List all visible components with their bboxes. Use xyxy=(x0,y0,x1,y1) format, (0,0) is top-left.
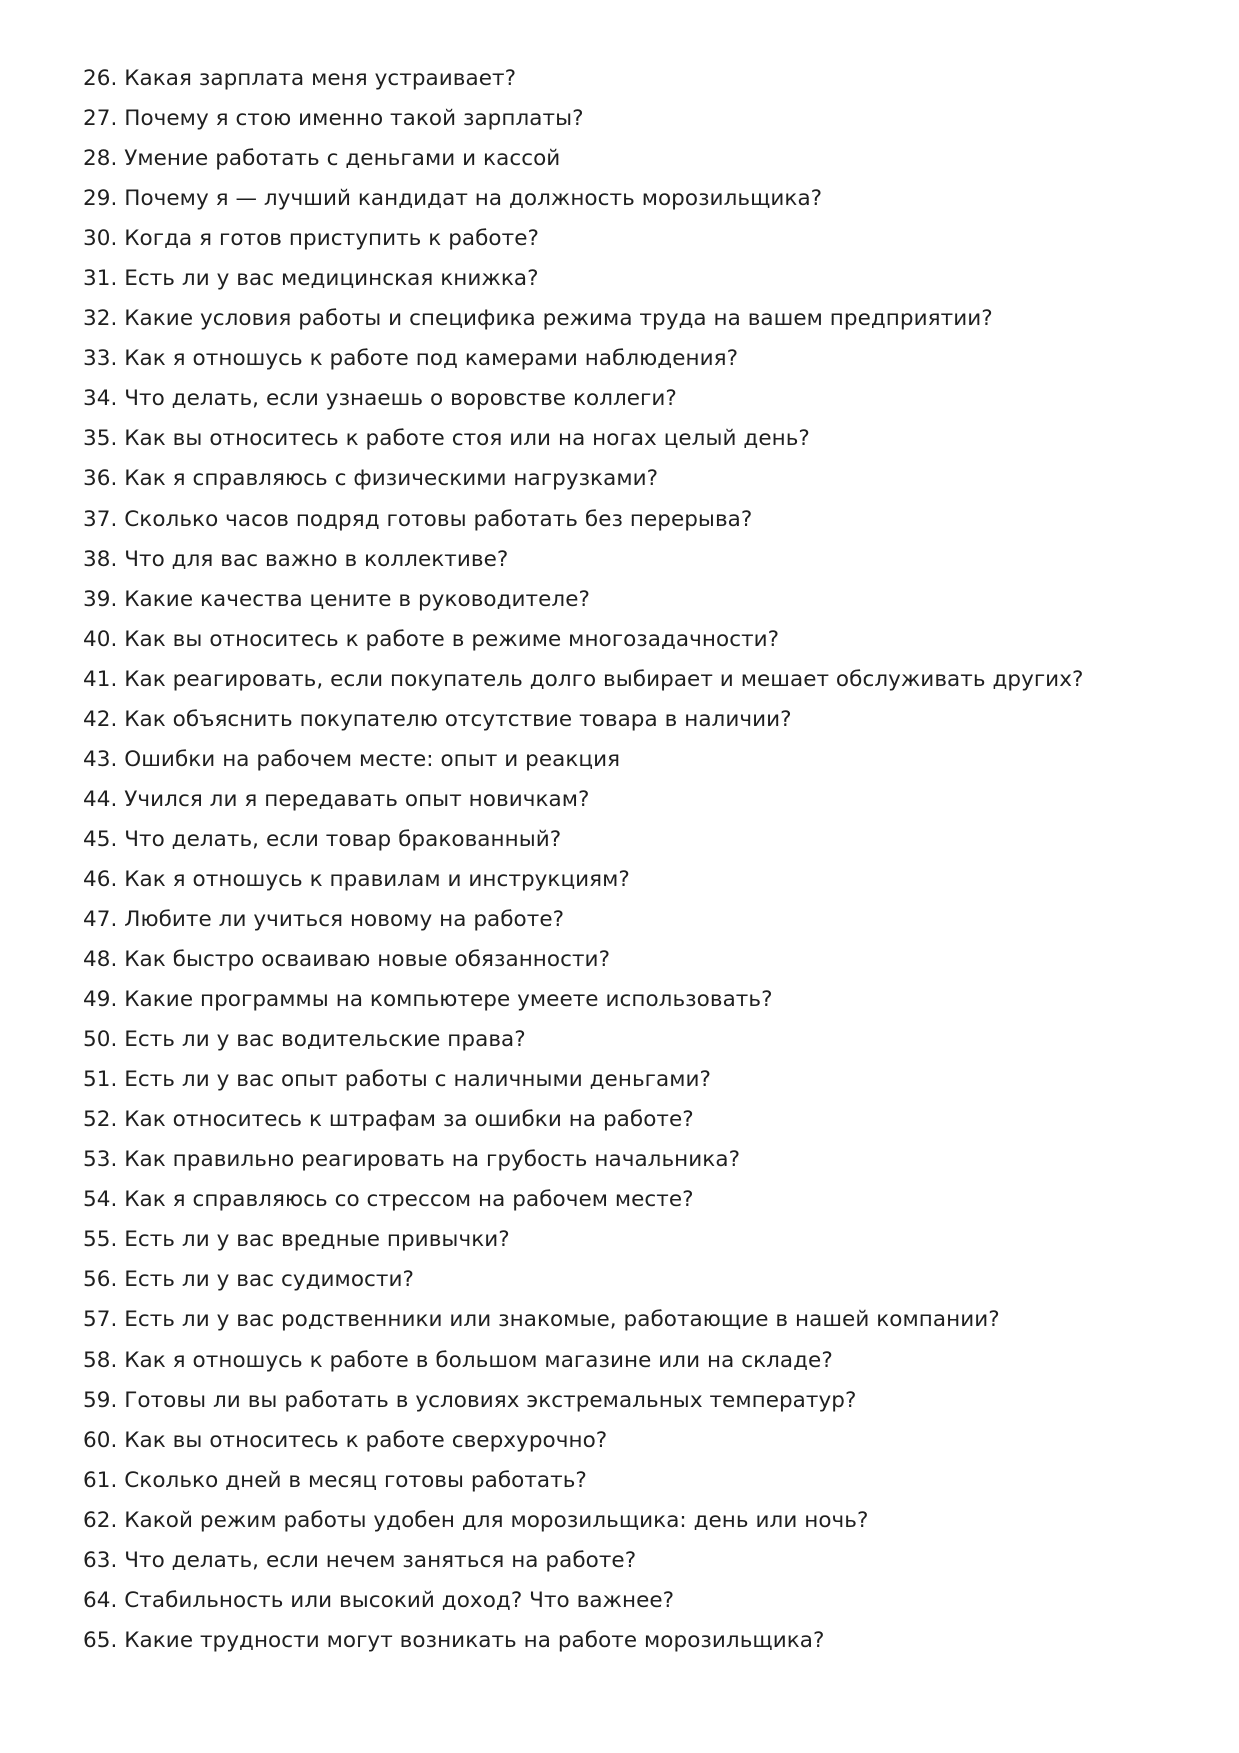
question-item: 36. Как я справляюсь с физическими нагрузками? xyxy=(83,466,659,492)
question-item: 28. Умение работать с деньгами и кассой xyxy=(83,146,561,172)
question-item: 50. Есть ли у вас водительские права? xyxy=(83,1027,526,1053)
question-item: 30. Когда я готов приступить к работе? xyxy=(83,226,539,252)
question-item: 29. Почему я — лучший кандидат на должность морозильщика? xyxy=(83,186,823,212)
question-item: 41. Как реагировать, если покупатель долго выбирает и мешает обслуживать других? xyxy=(83,666,1084,692)
question-item: 49. Какие программы на компьютере умеете использовать? xyxy=(83,987,773,1013)
question-item: 46. Как я отношусь к правилам и инструкциям? xyxy=(83,866,630,892)
question-item: 33. Как я отношусь к работе под камерами наблюдения? xyxy=(83,346,739,372)
question-item: 32. Какие условия работы и специфика режима труда на вашем предприятии? xyxy=(83,306,993,332)
question-item: 65. Какие трудности могут возникать на работе морозильщика? xyxy=(83,1627,825,1653)
question-list xyxy=(83,59,1183,1661)
question-item: 38. Что для вас важно в коллективе? xyxy=(83,546,509,572)
question-item: 27. Почему я стою именно такой зарплаты? xyxy=(83,106,584,132)
question-item: 40. Как вы относитесь к работе в режиме многозадачности? xyxy=(83,626,780,652)
question-item: 62. Какой режим работы удобен для морозильщика: день или ночь? xyxy=(83,1507,869,1533)
question-item: 39. Какие качества цените в руководителе? xyxy=(83,586,590,612)
question-item: 34. Что делать, если узнаешь о воровстве коллеги? xyxy=(83,386,677,412)
question-item: 57. Есть ли у вас родственники или знакомые, работающие в нашей компании? xyxy=(83,1307,1000,1333)
question-item: 43. Ошибки на рабочем месте: опыт и реакция xyxy=(83,746,621,772)
question-item: 61. Сколько дней в месяц готовы работать? xyxy=(83,1467,587,1493)
question-item: 45. Что делать, если товар бракованный? xyxy=(83,826,562,852)
question-item: 63. Что делать, если нечем заняться на работе? xyxy=(83,1547,637,1573)
question-item: 37. Сколько часов подряд готовы работать без перерыва? xyxy=(83,506,753,532)
question-item: 56. Есть ли у вас судимости? xyxy=(83,1267,414,1293)
question-item: 48. Как быстро осваиваю новые обязанности? xyxy=(83,947,611,973)
question-item: 59. Готовы ли вы работать в условиях экстремальных температур? xyxy=(83,1387,857,1413)
question-item: 53. Как правильно реагировать на грубость начальника? xyxy=(83,1147,741,1173)
question-item: 26. Какая зарплата меня устраивает? xyxy=(83,66,517,91)
question-item: 31. Есть ли у вас медицинская книжка? xyxy=(83,266,539,292)
question-item: 52. Как относитесь к штрафам за ошибки на работе? xyxy=(83,1107,694,1133)
question-item: 47. Любите ли учиться новому на работе? xyxy=(83,906,565,932)
question-item: 42. Как объяснить покупателю отсутствие товара в наличии? xyxy=(83,706,792,732)
question-item: 44. Учился ли я передавать опыт новичкам? xyxy=(83,786,590,812)
question-item: 58. Как я отношусь к работе в большом магазине или на складе? xyxy=(83,1347,833,1373)
question-item: 35. Как вы относитесь к работе стоя или на ногах целый день? xyxy=(83,426,810,452)
question-item: 55. Есть ли у вас вредные привычки? xyxy=(83,1227,510,1253)
question-item: 64. Стабильность или высокий доход? Что важнее? xyxy=(83,1587,675,1613)
question-item: 54. Как я справляюсь со стрессом на рабочем месте? xyxy=(83,1187,694,1213)
question-item: 60. Как вы относитесь к работе сверхурочно? xyxy=(83,1427,608,1453)
question-item: 51. Есть ли у вас опыт работы с наличными деньгами? xyxy=(83,1067,711,1093)
